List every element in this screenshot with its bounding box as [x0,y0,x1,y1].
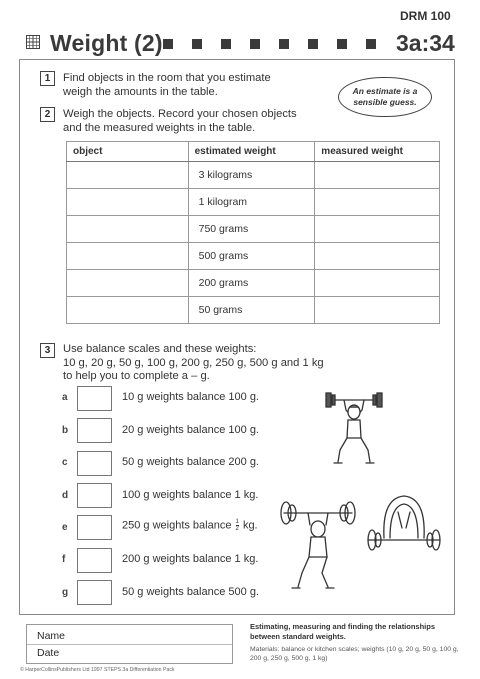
item-letter: a [62,392,68,403]
item-text [122,519,258,532]
question-3-line: Use balance scales and these weights: [63,343,257,355]
estimated-cell: 200 grams [188,270,315,297]
item-text: 20 g weights balance 100 g. [122,424,259,436]
table-row [67,270,440,297]
item-letter: g [62,587,69,598]
measured-cell[interactable] [315,243,440,270]
object-cell[interactable] [67,297,189,324]
fraction-numerator: 1 [235,519,239,525]
column-header-object: object [67,142,189,162]
item-text: 50 g weights balance 200 g. [122,456,259,468]
copyright-notice: © HarperCollinsPublishers Ltd 1997 STEPS 3a Differentiation Pack [20,667,175,673]
name-label[interactable]: Name [37,630,66,642]
answer-box-g[interactable] [77,580,112,605]
estimated-cell: 1 kilogram [188,189,315,216]
answer-box-f[interactable] [77,548,112,573]
table-header-row [67,142,440,162]
item-text-part: kg. [242,519,258,532]
name-date-box [26,624,233,664]
object-cell[interactable] [67,216,189,243]
sheet-code: DRM 100 [400,9,451,23]
question-1-line: weigh the amounts in the table. [63,86,218,98]
square-bullet-icon [337,39,347,49]
tip-line: sensible guess. [353,97,417,107]
estimated-cell: 50 grams [188,297,315,324]
answer-box-c[interactable] [77,451,112,476]
item-text: 50 g weights balance 500 g. [122,586,259,598]
estimated-cell: 750 grams [188,216,315,243]
item-text-part: 250 g weights balance [122,519,232,532]
question-number: 3 [40,343,55,358]
question-3-line: 10 g, 20 g, 50 g, 100 g, 200 g, 250 g, 500 g and 1 kg [63,356,324,369]
object-cell[interactable] [67,189,189,216]
table-row [67,216,440,243]
tip-line: An estimate is a [352,86,418,96]
object-cell[interactable] [67,162,189,189]
question-3-text [63,343,324,384]
column-header-measured: measured weight [315,142,440,162]
half-fraction [236,519,239,532]
object-cell[interactable] [67,243,189,270]
question-number: 1 [40,71,55,86]
table-row [67,162,440,189]
square-bullet-icon [192,39,202,49]
item-letter: c [62,457,68,468]
question-number: 2 [40,107,55,122]
table-row [67,189,440,216]
item-text: 100 g weights balance 1 kg. [122,489,259,501]
measured-cell[interactable] [315,297,440,324]
item-letter: e [62,522,68,533]
square-bullet-icon [163,39,173,49]
answer-box-e[interactable] [77,515,112,540]
question-1-line: Find objects in the room that you estimate [63,72,271,84]
square-bullet-icon [221,39,231,49]
column-header-estimated: estimated weight [188,142,315,162]
tip-bubble [338,77,432,117]
item-letter: b [62,425,69,436]
measured-cell[interactable] [315,270,440,297]
question-2-line: Weigh the objects. Record your chosen objects [63,108,297,120]
table-row [67,243,440,270]
weightlifter-illustration [322,380,386,472]
item-text: 200 g weights balance 1 kg. [122,553,259,565]
learning-objective: Estimating, measuring and finding the relationships between standard weights. [250,622,436,641]
square-bullet-icon [308,39,318,49]
barbell-figure-illustration [362,488,446,554]
square-bullet-icon [279,39,289,49]
divider [27,644,232,645]
item-text: 10 g weights balance 100 g. [122,391,259,403]
table-row [67,297,440,324]
item-letter: d [62,490,69,501]
measured-cell[interactable] [315,162,440,189]
square-bullet-icon [366,39,376,49]
item-letter: f [62,554,66,565]
square-bullet-icon [250,39,260,49]
question-2-text [63,107,297,135]
measured-cell[interactable] [315,189,440,216]
grid-icon [26,35,40,49]
question-2-line: and the measured weights in the table. [63,122,256,134]
question-3-line: to help you to complete a – g. [63,370,210,382]
lesson-reference: 3a:34 [396,30,455,56]
materials-note: Materials: balance or kitchen scales; weights (10 g, 20 g, 50 g, 100 g, 200 g, 250 g, 500 g, 1 kg) [250,646,459,662]
lifting-child-illustration [272,495,362,595]
estimated-cell: 500 grams [188,243,315,270]
measured-cell[interactable] [315,216,440,243]
answer-box-d[interactable] [77,483,112,508]
fraction-denominator: 2 [235,526,239,532]
question-1-text [63,71,271,99]
object-cell[interactable] [67,270,189,297]
answer-box-a[interactable] [77,386,112,411]
page-title: Weight (2) [50,30,163,56]
date-label[interactable]: Date [37,647,60,659]
answer-box-b[interactable] [77,418,112,443]
weight-table [66,141,440,324]
estimated-cell: 3 kilograms [188,162,315,189]
